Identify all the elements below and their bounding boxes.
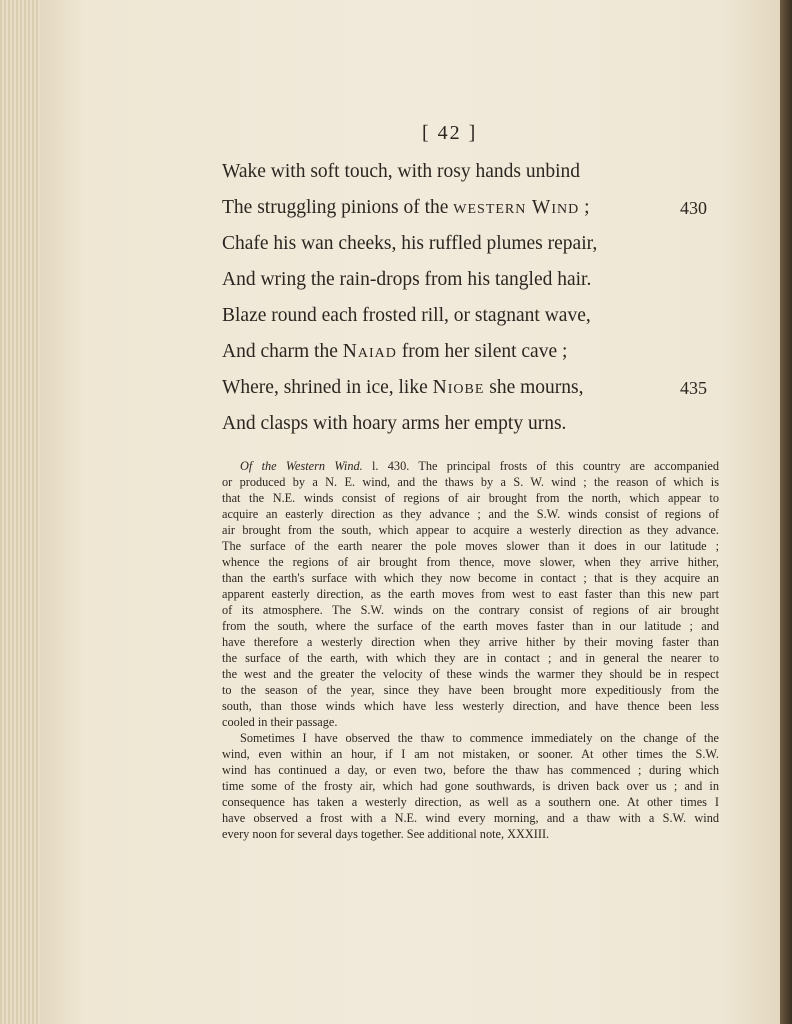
footnote-line: acquire an easterly direction as they advance ; and the S.W. winds consist of regions of — [222, 507, 719, 521]
verse-line-7 — [222, 376, 642, 400]
footnote-line: whence the regions of air brought from thence, move slower, when they arrive hither, — [222, 555, 719, 569]
verse-line-5: Blaze round each frosted rill, or stagnant wave, — [222, 305, 591, 326]
footnote-line: than the earth's surface with which they now become in contact ; that is they acquire an — [222, 571, 719, 585]
verse-line-4: And wring the rain-drops from his tangled hair. — [222, 269, 592, 290]
western-wind-caps: western Wind — [453, 197, 580, 218]
verse-line-7-post: she mourns, — [484, 377, 584, 398]
verse-line-3: Chafe his wan cheeks, his ruffled plumes repair, — [222, 233, 598, 254]
page-stack-edge — [0, 0, 40, 1024]
footnote-line: that the N.E. winds consist of regions of air brought from the north, which appear to — [222, 491, 719, 505]
footnote — [222, 458, 719, 842]
footnote-line: south, than those winds which have less westerly direction, and have thence been less — [222, 699, 719, 713]
verse-line-6-pre: And charm the — [222, 341, 343, 362]
footnote-para2-line: have observed a frost with a N.E. wind every morning, and a thaw with a S.W. wind — [222, 811, 719, 825]
verse-line-2-pre: The struggling pinions of the — [222, 197, 454, 218]
footnote-para2-line: every noon for several days together. See additional note, XXXIII. — [222, 827, 550, 841]
verse-line-7-pre: Where, shrined in ice, like — [222, 377, 433, 398]
footnote-line: cooled in their passage. — [222, 715, 338, 729]
footnote-line: apparent easterly direction, as the earth moves from west to east faster than this new part — [222, 587, 719, 601]
verse-line-2 — [222, 196, 642, 220]
footnote-para2-line: consequence has taken a westerly direction, as well as a southern one. At other times I — [222, 795, 719, 809]
verse-line-6 — [222, 340, 642, 364]
footnote-line-first — [222, 458, 719, 474]
footnote-para2-line: wind, even within an hour, if I am not mistaken, or sooner. At other times the S.W. — [222, 747, 719, 761]
line-number-435: 435 — [680, 378, 707, 398]
verse-line-2-post: ; — [579, 197, 590, 218]
line-number-430: 430 — [680, 198, 707, 218]
footnote-line: have therefore a westerly direction when they arrive hither by their moving faster than — [222, 635, 719, 649]
verse-line-1: Wake with soft touch, with rosy hands unbind — [222, 161, 581, 182]
footnote-line: to the season of the year, since they have been brought more expeditiously from the — [222, 683, 719, 697]
footnote-heading: Of the Western Wind. — [240, 459, 363, 473]
footnote-line: the surface of the earth, with which they are in contact ; and in general the nearer to — [222, 651, 719, 665]
footnote-line: The surface of the earth nearer the pole moves slower than it does in our latitude ; — [222, 539, 719, 553]
footnote-para2-line: wind has continued a day, or even two, before the thaw has commenced ; during which — [222, 763, 719, 777]
footnote-line: air brought from the south, which appear to acquire a westerly direction as they advance. — [222, 523, 719, 537]
book-binding — [780, 0, 792, 1024]
niobe-caps: Niobe — [432, 377, 485, 398]
footnote-line: of its atmosphere. The S.W. winds on the contrary consist of regions of air brought — [222, 603, 719, 617]
footnote-line: or produced by a N. E. wind, and the thaws by a S. W. wind ; the reason of which is — [222, 475, 719, 489]
verse-line-6-post: from her silent cave ; — [396, 341, 568, 362]
naiad-caps: Naiad — [342, 341, 397, 362]
footnote-para2-line: time some of the frosty air, which had gone southwards, is driven back over us ; and in — [222, 779, 719, 793]
footnote-first-line-rest: l. 430. The principal frosts of this country are accompanied — [362, 459, 719, 473]
footnote-para2-line: Sometimes I have observed the thaw to commence immediately on the change of the — [240, 731, 719, 745]
verse-line-8: And clasps with hoary arms her empty urns. — [222, 413, 567, 434]
footnote-line: the west and the greater the velocity of these winds the warmer they should be in respect — [222, 667, 719, 681]
footnote-line: from the south, where the surface of the earth moves faster than in our latitude ; and — [222, 619, 719, 633]
page-number: [ 42 ] — [422, 122, 478, 144]
